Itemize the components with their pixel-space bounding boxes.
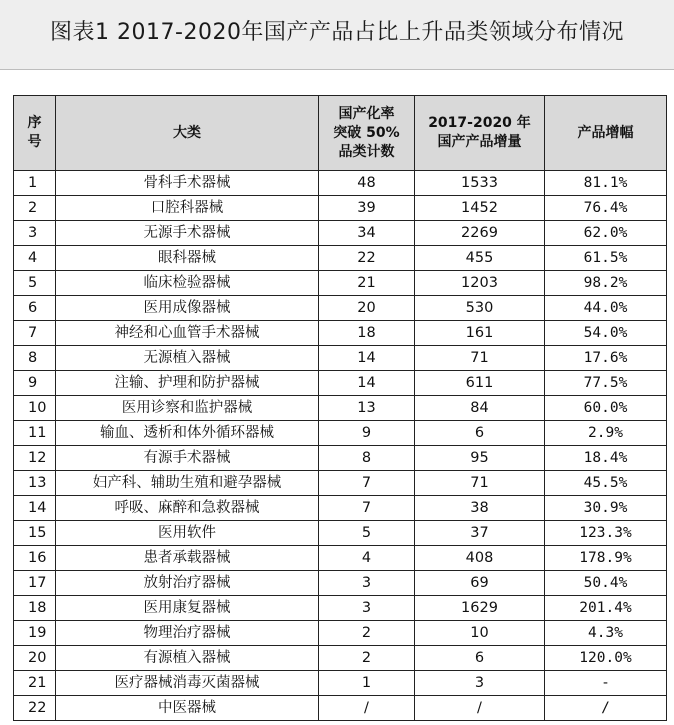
cell-count: 2	[319, 646, 415, 671]
cell-category: 无源手术器械	[56, 221, 319, 246]
cell-growth: 60.0%	[545, 396, 667, 421]
cell-category: 无源植入器械	[56, 346, 319, 371]
cell-increase: 69	[415, 571, 545, 596]
cell-growth: 98.2%	[545, 271, 667, 296]
header-category: 大类	[56, 96, 319, 171]
cell-count: 5	[319, 521, 415, 546]
cell-no: 13	[14, 471, 56, 496]
header-increase-line-1: 2017-2020 年	[428, 115, 531, 131]
cell-count: 34	[319, 221, 415, 246]
cell-no: 7	[14, 321, 56, 346]
cell-no: 17	[14, 571, 56, 596]
cell-no: 12	[14, 446, 56, 471]
cell-increase: 1533	[415, 171, 545, 196]
cell-increase: 455	[415, 246, 545, 271]
header-increase	[415, 96, 545, 171]
cell-no: 19	[14, 621, 56, 646]
cell-growth: /	[545, 696, 667, 721]
cell-no: 20	[14, 646, 56, 671]
table-row	[14, 221, 667, 246]
cell-count: 39	[319, 196, 415, 221]
cell-category: 临床检验器械	[56, 271, 319, 296]
table-row	[14, 246, 667, 271]
cell-growth: 62.0%	[545, 221, 667, 246]
cell-increase: 530	[415, 296, 545, 321]
table-row	[14, 621, 667, 646]
table-row	[14, 346, 667, 371]
cell-no: 9	[14, 371, 56, 396]
cell-growth: -	[545, 671, 667, 696]
table-row	[14, 446, 667, 471]
cell-category: 输血、透析和体外循环器械	[56, 421, 319, 446]
figure-title: 图表1 2017-2020年国产产品占比上升品类领域分布情况	[50, 20, 624, 45]
header-count	[319, 96, 415, 171]
cell-count: 2	[319, 621, 415, 646]
cell-increase: 95	[415, 446, 545, 471]
cell-category: 物理治疗器械	[56, 621, 319, 646]
cell-growth: 44.0%	[545, 296, 667, 321]
table-row	[14, 671, 667, 696]
cell-no: 8	[14, 346, 56, 371]
cell-category: 有源植入器械	[56, 646, 319, 671]
cell-increase: 84	[415, 396, 545, 421]
cell-count: 3	[319, 596, 415, 621]
cell-growth: 2.9%	[545, 421, 667, 446]
cell-increase: 408	[415, 546, 545, 571]
cell-increase: 6	[415, 421, 545, 446]
cell-category: 放射治疗器械	[56, 571, 319, 596]
cell-no: 10	[14, 396, 56, 421]
table-row	[14, 471, 667, 496]
cell-count: 7	[319, 471, 415, 496]
table-row	[14, 546, 667, 571]
cell-growth: 61.5%	[545, 246, 667, 271]
table-row	[14, 171, 667, 196]
cell-no: 4	[14, 246, 56, 271]
cell-category: 呼吸、麻醉和急救器械	[56, 496, 319, 521]
cell-growth: 50.4%	[545, 571, 667, 596]
cell-count: 1	[319, 671, 415, 696]
cell-count: /	[319, 696, 415, 721]
header-no-line-2: 号	[27, 134, 42, 150]
cell-growth: 45.5%	[545, 471, 667, 496]
cell-increase: 2269	[415, 221, 545, 246]
cell-count: 22	[319, 246, 415, 271]
table-row	[14, 396, 667, 421]
table-row	[14, 371, 667, 396]
table-row	[14, 296, 667, 321]
cell-increase: /	[415, 696, 545, 721]
cell-category: 神经和心血管手术器械	[56, 321, 319, 346]
cell-category: 患者承载器械	[56, 546, 319, 571]
cell-increase: 37	[415, 521, 545, 546]
cell-increase: 6	[415, 646, 545, 671]
cell-category: 中医器械	[56, 696, 319, 721]
cell-category: 妇产科、辅助生殖和避孕器械	[56, 471, 319, 496]
cell-increase: 71	[415, 471, 545, 496]
cell-category: 眼科器械	[56, 246, 319, 271]
cell-count: 20	[319, 296, 415, 321]
cell-no: 15	[14, 521, 56, 546]
cell-category: 医疗器械消毒灭菌器械	[56, 671, 319, 696]
table-row	[14, 321, 667, 346]
cell-growth: 17.6%	[545, 346, 667, 371]
cell-growth: 54.0%	[545, 321, 667, 346]
cell-category: 口腔科器械	[56, 196, 319, 221]
cell-no: 14	[14, 496, 56, 521]
table-row	[14, 696, 667, 721]
cell-growth: 30.9%	[545, 496, 667, 521]
cell-increase: 1452	[415, 196, 545, 221]
table-row	[14, 571, 667, 596]
cell-no: 16	[14, 546, 56, 571]
cell-count: 21	[319, 271, 415, 296]
cell-count: 13	[319, 396, 415, 421]
table-row	[14, 496, 667, 521]
cell-count: 14	[319, 371, 415, 396]
cell-increase: 161	[415, 321, 545, 346]
cell-growth: 4.3%	[545, 621, 667, 646]
data-table	[13, 95, 667, 721]
cell-count: 7	[319, 496, 415, 521]
cell-count: 18	[319, 321, 415, 346]
cell-count: 4	[319, 546, 415, 571]
table-row	[14, 196, 667, 221]
header-count-line-1: 国产化率	[338, 105, 395, 122]
cell-no: 22	[14, 696, 56, 721]
cell-category: 医用成像器械	[56, 296, 319, 321]
cell-increase: 38	[415, 496, 545, 521]
table-row	[14, 596, 667, 621]
table-row	[14, 421, 667, 446]
cell-growth: 178.9%	[545, 546, 667, 571]
header-growth: 产品增幅	[545, 96, 667, 171]
header-count-line-3: 品类计数	[338, 143, 395, 160]
cell-category: 医用软件	[56, 521, 319, 546]
header-count-line-2: 突破 50%	[333, 124, 400, 141]
cell-category: 医用康复器械	[56, 596, 319, 621]
header-row	[14, 96, 667, 171]
cell-count: 9	[319, 421, 415, 446]
cell-no: 3	[14, 221, 56, 246]
cell-no: 11	[14, 421, 56, 446]
cell-growth: 120.0%	[545, 646, 667, 671]
cell-increase: 1629	[415, 596, 545, 621]
cell-count: 8	[319, 446, 415, 471]
cell-increase: 3	[415, 671, 545, 696]
table-row	[14, 271, 667, 296]
cell-growth: 123.3%	[545, 521, 667, 546]
table-body	[14, 171, 667, 721]
cell-increase: 611	[415, 371, 545, 396]
cell-increase: 71	[415, 346, 545, 371]
cell-growth: 201.4%	[545, 596, 667, 621]
cell-increase: 1203	[415, 271, 545, 296]
header-increase-line-2: 国产产品增量	[437, 134, 522, 150]
title-band	[0, 0, 674, 70]
cell-no: 18	[14, 596, 56, 621]
cell-growth: 76.4%	[545, 196, 667, 221]
cell-increase: 10	[415, 621, 545, 646]
cell-no: 1	[14, 171, 56, 196]
cell-category: 医用诊察和监护器械	[56, 396, 319, 421]
table-row	[14, 521, 667, 546]
cell-no: 6	[14, 296, 56, 321]
cell-count: 48	[319, 171, 415, 196]
cell-count: 14	[319, 346, 415, 371]
cell-category: 有源手术器械	[56, 446, 319, 471]
cell-no: 21	[14, 671, 56, 696]
table-row	[14, 646, 667, 671]
header-no	[14, 96, 56, 171]
cell-no: 5	[14, 271, 56, 296]
cell-count: 3	[319, 571, 415, 596]
cell-no: 2	[14, 196, 56, 221]
cell-category: 骨科手术器械	[56, 171, 319, 196]
cell-growth: 81.1%	[545, 171, 667, 196]
cell-growth: 18.4%	[545, 446, 667, 471]
cell-growth: 77.5%	[545, 371, 667, 396]
header-no-line-1: 序	[27, 115, 42, 131]
table-header	[14, 96, 667, 171]
cell-category: 注输、护理和防护器械	[56, 371, 319, 396]
